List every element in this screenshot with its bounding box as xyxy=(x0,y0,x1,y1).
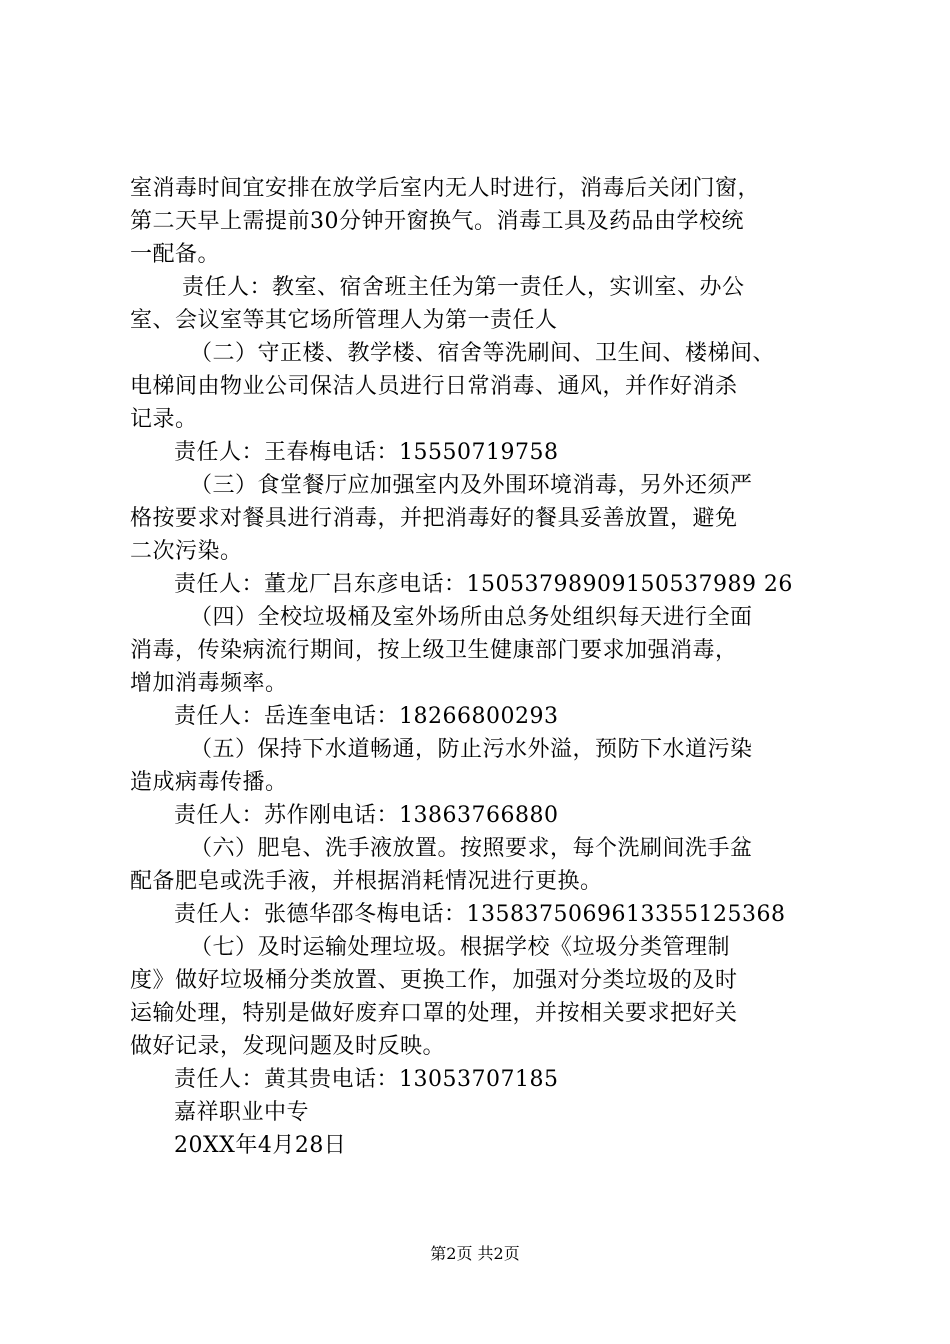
paragraph-line: 室消毒时间宜安排在放学后室内无人时进行，消毒后关闭门窗， xyxy=(130,176,761,201)
signature-date: 20XX年4月28日 xyxy=(174,1133,347,1158)
signature-organization: 嘉祥职业中专 xyxy=(174,1100,310,1125)
section-heading-line: （七）及时运输处理垃圾。根据学校《垃圾分类管理制 xyxy=(190,935,731,960)
responsible-person-line: 责任人：教室、宿舍班主任为第一责任人，实训室、办公 xyxy=(182,275,745,300)
paragraph-line: 电梯间由物业公司保洁人员进行日常消毒、通风，并作好消杀 xyxy=(130,374,738,399)
paragraph-line: 一配备。 xyxy=(130,242,221,267)
paragraph-line: 消毒，传染病流行期间，按上级卫生健康部门要求加强消毒， xyxy=(130,638,738,663)
paragraph-line: 运输处理，特别是做好废弃口罩的处理，并按相关要求把好关 xyxy=(130,1001,738,1026)
paragraph-line: 度》做好垃圾桶分类放置、更换工作，加强对分类垃圾的及时 xyxy=(130,968,738,993)
paragraph-line: 室、会议室等其它场所管理人为第一责任人 xyxy=(130,308,558,333)
section-heading-line: （三）食堂餐厅应加强室内及外围环境消毒，另外还须严 xyxy=(190,473,753,498)
paragraph-line: 格按要求对餐具进行消毒，并把消毒好的餐具妥善放置，避免 xyxy=(130,506,738,531)
document-body xyxy=(130,172,845,1162)
section-heading-line: （二）守正楼、教学楼、宿舍等洗刷间、卫生间、楼梯间、 xyxy=(190,341,776,366)
section-heading-line: （六）肥皂、洗手液放置。按照要求，每个洗刷间洗手盆 xyxy=(190,836,753,861)
page-number-footer: 第2页 共2页 xyxy=(430,1244,520,1263)
paragraph-line: 做好记录，发现问题及时反映。 xyxy=(130,1034,446,1059)
paragraph-line: 第二天早上需提前30分钟开窗换气。消毒工具及药品由学校统 xyxy=(130,209,744,234)
responsible-person-line: 责任人：董龙厂吕东彦电话：15053798909150537989 26 xyxy=(174,572,793,597)
responsible-person-line: 责任人：黄其贵电话：13053707185 xyxy=(174,1067,559,1092)
paragraph-line: 二次污染。 xyxy=(130,539,243,564)
paragraph-line: 记录。 xyxy=(130,407,198,432)
responsible-person-line: 责任人：岳连奎电话：18266800293 xyxy=(174,704,559,729)
responsible-person-line: 责任人：张德华邵冬梅电话：1358375069613355125368 xyxy=(174,902,786,927)
responsible-person-line: 责任人：苏作刚电话：13863766880 xyxy=(174,803,559,828)
paragraph-line: 造成病毒传播。 xyxy=(130,770,288,795)
paragraph-line: 增加消毒频率。 xyxy=(130,671,288,696)
paragraph-line: 配备肥皂或洗手液，并根据消耗情况进行更换。 xyxy=(130,869,603,894)
section-heading-line: （四）全校垃圾桶及室外场所由总务处组织每天进行全面 xyxy=(190,605,753,630)
responsible-person-line: 责任人：王春梅电话：15550719758 xyxy=(174,440,559,465)
section-heading-line: （五）保持下水道畅通，防止污水外溢，预防下水道污染 xyxy=(190,737,753,762)
